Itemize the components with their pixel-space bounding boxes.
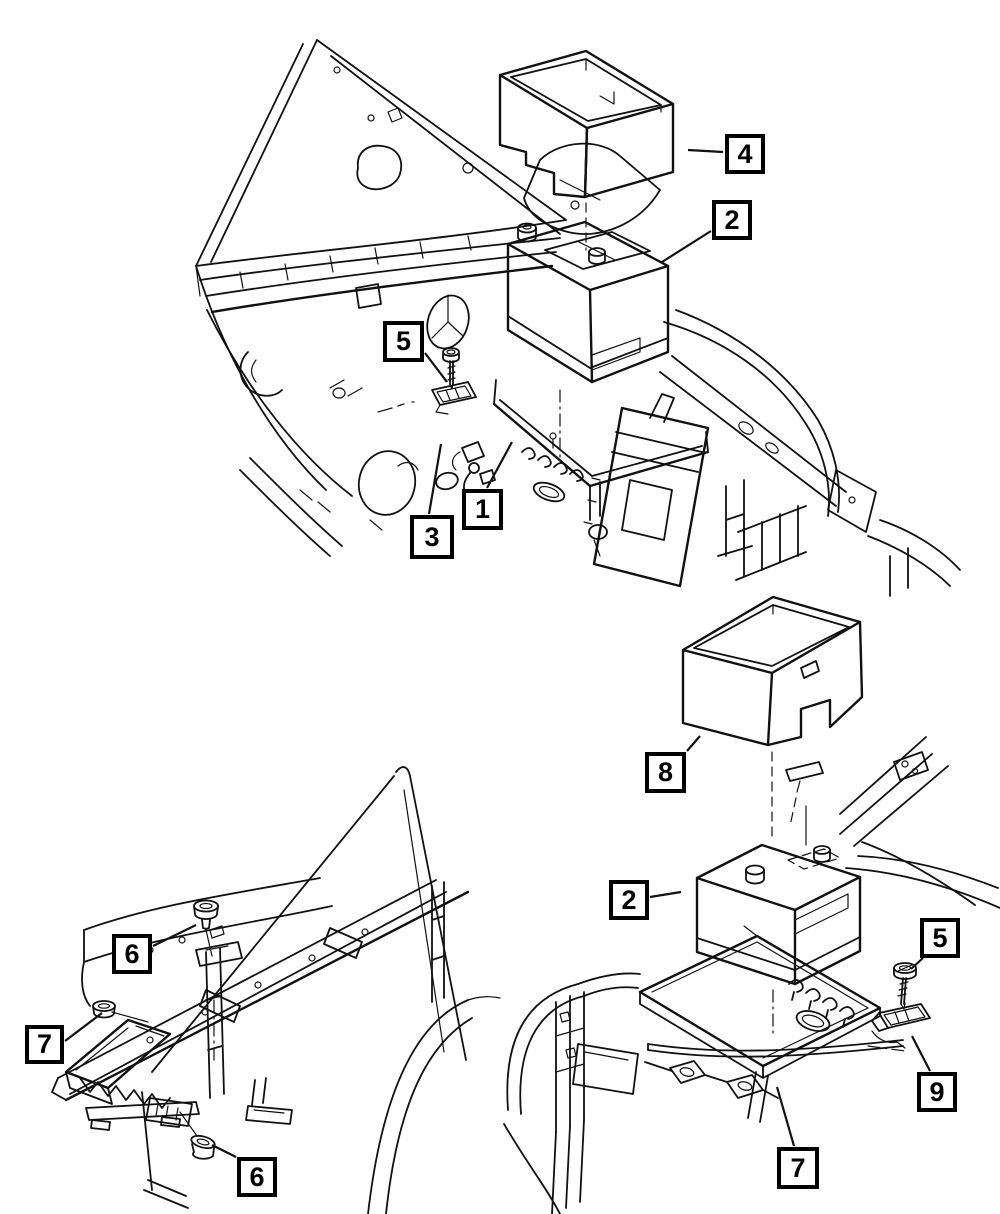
callout-5-bottom[interactable]: 5 — [920, 918, 960, 958]
callout-7-bottom[interactable]: 7 — [777, 1147, 819, 1189]
callout-7-left-leader — [65, 1013, 102, 1041]
callout-2-top-leader — [662, 231, 711, 262]
callout-4[interactable]: 4 — [725, 134, 765, 174]
callout-8-leader — [687, 736, 700, 751]
mount-screw-top — [443, 348, 459, 389]
battery-cover-top — [500, 51, 673, 250]
callout-6-top[interactable]: 6 — [112, 934, 152, 974]
mount-screw-bottom — [894, 963, 916, 1009]
push-pin-screw-bottom — [180, 1112, 216, 1159]
callout-8[interactable]: 8 — [645, 752, 686, 793]
power-distribution-module — [584, 394, 708, 586]
callout-9-leader — [912, 1036, 930, 1071]
callout-7-left[interactable]: 7 — [25, 1025, 64, 1064]
callout-7-bottom-leader — [777, 1087, 794, 1146]
fender-inner-panel — [152, 767, 500, 1214]
callout-2-top[interactable]: 2 — [712, 200, 752, 240]
callout-6-bottom-leader — [212, 1145, 236, 1157]
callout-1[interactable]: 1 — [462, 489, 503, 530]
fender-apron-left — [196, 266, 475, 556]
battery-cover-bottom — [683, 597, 862, 842]
callout-9[interactable]: 9 — [917, 1072, 957, 1112]
callout-3-leader — [429, 444, 441, 514]
callout-6-top-leader — [153, 925, 196, 946]
fender-structure-bottom-right — [504, 737, 1000, 1214]
tray-bracket — [432, 382, 476, 414]
callout-3[interactable]: 3 — [410, 515, 454, 559]
callout-4-leader — [688, 150, 723, 152]
push-pin-screw-middle — [93, 1001, 148, 1022]
callout-6-bottom[interactable]: 6 — [237, 1157, 277, 1197]
callout-2-bottom[interactable]: 2 — [609, 880, 649, 920]
callout-1-leader — [487, 442, 512, 488]
callout-2-bottom-leader — [650, 892, 681, 897]
callout-5-top[interactable]: 5 — [383, 321, 424, 362]
battery-tray-bottom — [640, 936, 905, 1122]
cowl-structure — [196, 40, 660, 312]
